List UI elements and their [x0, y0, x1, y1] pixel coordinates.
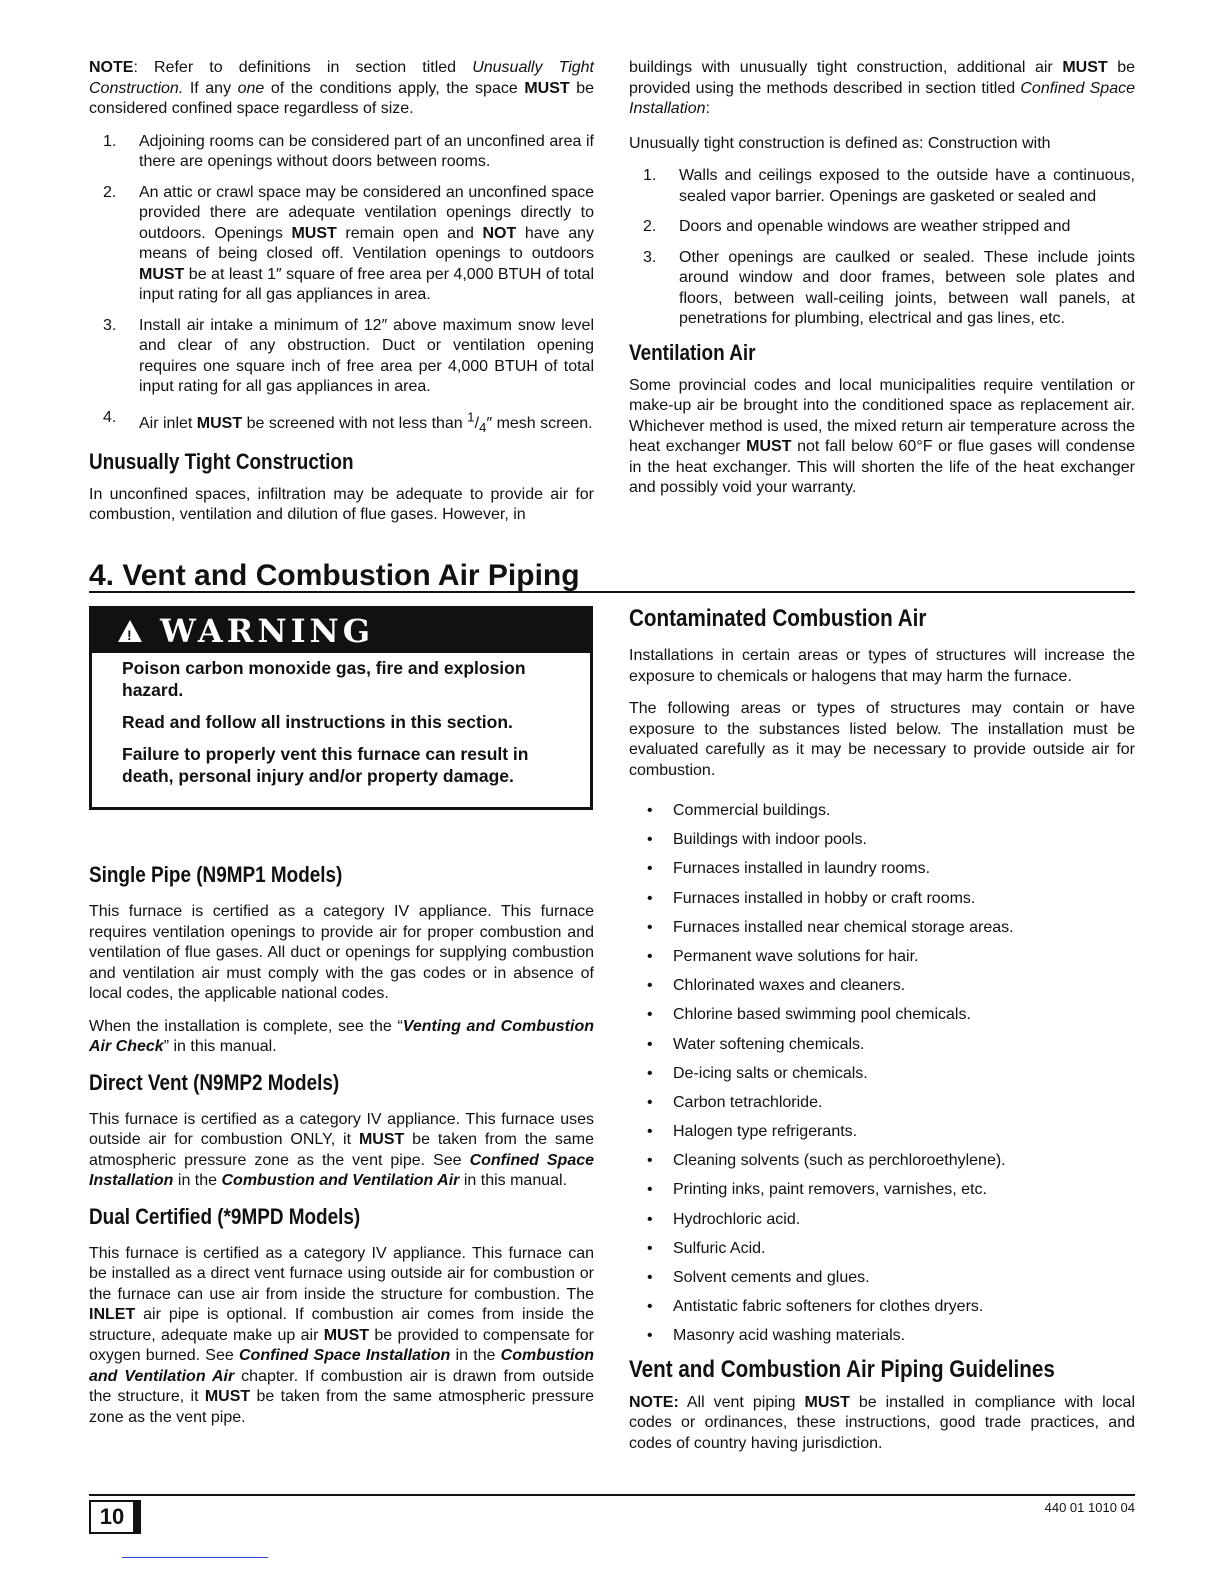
list-item-text: Sulfuric Acid.: [673, 1239, 766, 1257]
document-number: 440 01 1010 04: [1044, 1500, 1135, 1515]
list-item-text: Masonry acid washing materials.: [673, 1327, 906, 1345]
bullet-icon: •: [647, 1269, 653, 1286]
list-item-text: Carbon tetrachloride.: [673, 1093, 823, 1111]
bullet-icon: •: [647, 831, 653, 849]
list-item-text: Hydrochloric acid.: [673, 1210, 801, 1228]
single-pipe-paragraph-2: When the installation is complete, see the “Venting and Combustion Air Check” in this manual.: [89, 1017, 595, 1055]
list-item: [629, 1326, 1135, 1347]
list-item: [629, 889, 1135, 910]
list-item-text: Install air intake a minimum of 12″ above maximum snow level and clear of any obstruction. Duct or ventilation opening requires one square inch of free area per 4,000 BTUH of total input rating for all gas appliances in area.: [139, 316, 594, 395]
list-item-text: Halogen type refrigerants.: [673, 1123, 858, 1141]
list-item: [89, 408, 594, 439]
list-item: [629, 166, 1135, 207]
list-item-text: Adjoining rooms can be considered part of an unconfined area if there are openings without doors between rooms.: [139, 132, 594, 170]
list-item-text: Cleaning solvents (such as perchloroethylene).: [673, 1152, 1006, 1170]
bullet-icon: •: [647, 1035, 653, 1053]
warning-line-1: Poison carbon monoxide gas, fire and explosion hazard.: [122, 658, 526, 700]
list-item-number: 1.: [643, 167, 657, 184]
right-top-column: [629, 58, 1135, 511]
ventilation-air-paragraph: Some provincial codes and local municipalities require ventilation or make-up air be brought into the conditioned space as replacement air. Whichever method is used, the mixed return air temperature across the heat exchanger MUST not fall below 60°F or flue gases will condense in the heat exchanger. This will shorten the life of the heat exchanger and possibly void your warranty.: [629, 376, 1135, 496]
tight-definition-paragraph: Unusually tight construction is defined as: Construction with: [629, 134, 1051, 152]
list-item-text: Furnaces installed in laundry rooms.: [673, 860, 931, 878]
list-item-number: 2.: [643, 218, 657, 235]
list-item-text: An attic or crawl space may be considered an unconfined space provided there are adequate ventilation openings directly to outdoors. Openings MUST remain open and NOT have any means of being closed off. Ventilation openings to outdoors MUST be at least 1″ square of free area per 4,000 BTUH of total input rating for all gas appliances in area.: [139, 183, 594, 303]
left-bottom-column: [89, 606, 594, 1440]
unconfined-conditions-list: [89, 132, 594, 439]
contaminants-list: [629, 801, 1135, 1347]
section-title-tight-construction: Unusually Tight Construction: [89, 448, 354, 474]
chapter-heading: [89, 553, 1135, 593]
tight-continued-paragraph: buildings with unusually tight construction, additional air MUST be provided using the methods described in section titled Confined Space Installation:: [629, 59, 1136, 117]
page-number: 10: [89, 1500, 135, 1534]
bullet-icon: •: [647, 1298, 653, 1316]
bullet-icon: •: [647, 1152, 653, 1170]
list-item-text: Permanent wave solutions for hair.: [673, 947, 919, 965]
list-item: [629, 1122, 1135, 1143]
contaminated-paragraph-2: The following areas or types of structures may contain or have exposure to the substances listed below. The installation must be evaluated carefully as it may be necessary to provide outside air for combustion.: [629, 700, 1135, 779]
warning-header: [92, 609, 590, 653]
bullet-icon: •: [647, 1181, 653, 1199]
bullet-icon: •: [647, 918, 653, 936]
list-item-text: De-icing salts or chemicals.: [673, 1064, 868, 1082]
list-item-text: Antistatic fabric softeners for clothes dryers.: [673, 1298, 984, 1316]
list-item: [629, 1297, 1135, 1318]
bullet-icon: •: [647, 977, 653, 995]
list-item: [629, 801, 1135, 822]
list-item-text: Water softening chemicals.: [673, 1035, 865, 1053]
chapter-title: 4. Vent and Combustion Air Piping: [89, 559, 580, 592]
list-item: [629, 1035, 1135, 1056]
list-item-text: Commercial buildings.: [673, 802, 831, 819]
list-item-number: 2.: [103, 183, 117, 201]
list-item-text: Other openings are caulked or sealed. These include joints around window and door frames, between sole plates and floors, between wall-ceiling joints, between wall panels, at penetrations for plumbing, electrical and gas lines, etc.: [679, 248, 1135, 327]
list-item-number: 3.: [103, 316, 117, 334]
list-item-text: Doors and openable windows are weather stripped and: [679, 218, 1071, 235]
list-item: [629, 1005, 1135, 1026]
list-item: [89, 316, 594, 398]
bullet-icon: •: [647, 1327, 653, 1345]
list-item-number: 4.: [103, 408, 117, 426]
list-item: [629, 947, 1135, 968]
warning-line-2: Read and follow all instructions in this section.: [122, 712, 513, 732]
section-title-contaminated-air: Contaminated Combustion Air: [629, 605, 927, 632]
list-item-number: 1.: [103, 132, 117, 150]
list-item: [629, 1151, 1135, 1172]
list-item-text: Chlorine based swimming pool chemicals.: [673, 1006, 971, 1024]
list-item: [629, 918, 1135, 939]
page-number-shadow: [135, 1500, 141, 1534]
note-paragraph: NOTE: Refer to definitions in section titled Unusually Tight Construction. If any one of the conditions apply, the space MUST be considered confined space regardless of size.: [89, 59, 594, 117]
section-title-ventilation-air: Ventilation Air: [629, 339, 756, 365]
list-item: [629, 248, 1135, 330]
list-item-text: Printing inks, paint removers, varnishes, etc.: [673, 1181, 987, 1199]
list-item-text: Air inlet MUST be screened with not less than $^1/_4''$ mesh screen.: [139, 409, 593, 436]
bullet-icon: •: [647, 1123, 653, 1141]
bullet-icon: •: [647, 802, 653, 819]
list-item: [629, 1180, 1135, 1201]
contaminated-paragraph-1: Installations in certain areas or types of structures will increase the exposure to chemicals or halogens that may harm the furnace.: [629, 647, 1135, 685]
list-item-text: Furnaces installed near chemical storage areas.: [673, 918, 1014, 936]
list-item-number: 3.: [643, 248, 657, 266]
list-item: [629, 1210, 1135, 1231]
warning-line-3: Failure to properly vent this furnace can result in death, personal injury and/or property damage.: [122, 744, 529, 786]
bullet-icon: •: [647, 889, 653, 907]
tight-construction-paragraph: In unconfined spaces, infiltration may be adequate to provide air for combustion, ventilation and dilution of flue gases. However, in: [89, 485, 594, 524]
section-title-dual-certified: Dual Certified (*9MPD Models): [89, 1203, 361, 1229]
left-top-column: [89, 58, 594, 538]
list-item-text: Solvent cements and glues.: [673, 1269, 870, 1286]
bullet-icon: •: [647, 1064, 653, 1082]
list-item: [629, 1064, 1135, 1085]
bottom-link-underline: [122, 1557, 268, 1558]
footer-rule: [89, 1494, 1135, 1496]
list-item: [629, 830, 1135, 851]
list-item: [629, 859, 1135, 880]
list-item: [629, 1268, 1135, 1289]
bullet-icon: •: [647, 947, 653, 965]
list-item: [629, 217, 1135, 238]
list-item-text: Furnaces installed in hobby or craft rooms.: [673, 889, 976, 907]
tight-construction-list: [629, 166, 1135, 330]
warning-box: [89, 606, 593, 810]
list-item: [89, 132, 594, 173]
section-title-single-pipe: Single Pipe (N9MP1 Models): [89, 862, 343, 887]
single-pipe-paragraph-1: This furnace is certified as a category IV appliance. This furnace requires ventilation openings to provide air for proper combustion and ventilation of flue gases. All duct or openings for supplying combustion and ventilation air must comply with the gas codes or in absence of local codes, the applicable national codes.: [89, 903, 594, 1002]
warning-body: [92, 653, 590, 807]
bullet-icon: •: [647, 1006, 653, 1024]
list-item: [629, 1093, 1135, 1114]
list-item-text: Chlorinated waxes and cleaners.: [673, 977, 906, 995]
right-bottom-column: [629, 606, 1135, 1466]
section-title-guidelines: Vent and Combustion Air Piping Guidelines: [629, 1355, 1055, 1383]
list-item-text: Buildings with indoor pools.: [673, 831, 867, 849]
bullet-icon: •: [647, 860, 653, 878]
bullet-icon: •: [647, 1210, 653, 1228]
list-item: [629, 1239, 1135, 1260]
warning-triangle-icon: !: [118, 620, 142, 642]
list-item: [89, 183, 594, 306]
warning-word: WARNING: [160, 611, 375, 650]
guidelines-paragraph: NOTE: All vent piping MUST be installed in compliance with local codes or ordinances, these instructions, good trade practices, and codes of country having jurisdiction.: [629, 1393, 1135, 1452]
bullet-icon: •: [647, 1093, 653, 1111]
direct-vent-paragraph: This furnace is certified as a category IV appliance. This furnace uses outside air for combustion ONLY, it MUST be taken from the same atmospheric pressure zone as the vent pipe. See Confined Space Installation in the Combustion and Ventilation Air in this manual.: [89, 1110, 595, 1189]
bullet-icon: •: [647, 1239, 653, 1257]
dual-certified-paragraph: This furnace is certified as a category IV appliance. This furnace can be installed as a direct vent furnace using outside air for combustion or the furnace can use air from inside the structure for combustion. The INLET air pipe is optional. If combustion air comes from inside the structure, adequate make up air MUST be provided to compensate for oxygen burned. See Confined Space Installation in the Combustion and Ventilation Air chapter. If combustion air is drawn from outside the structure, it MUST be taken from the same atmospheric pressure zone as the vent pipe.: [89, 1244, 594, 1426]
list-item: [629, 976, 1135, 997]
section-title-direct-vent: Direct Vent (N9MP2 Models): [89, 1069, 340, 1095]
list-item-text: Walls and ceilings exposed to the outside have a continuous, sealed vapor barrier. Openings are gasketed or sealed and: [679, 167, 1135, 205]
